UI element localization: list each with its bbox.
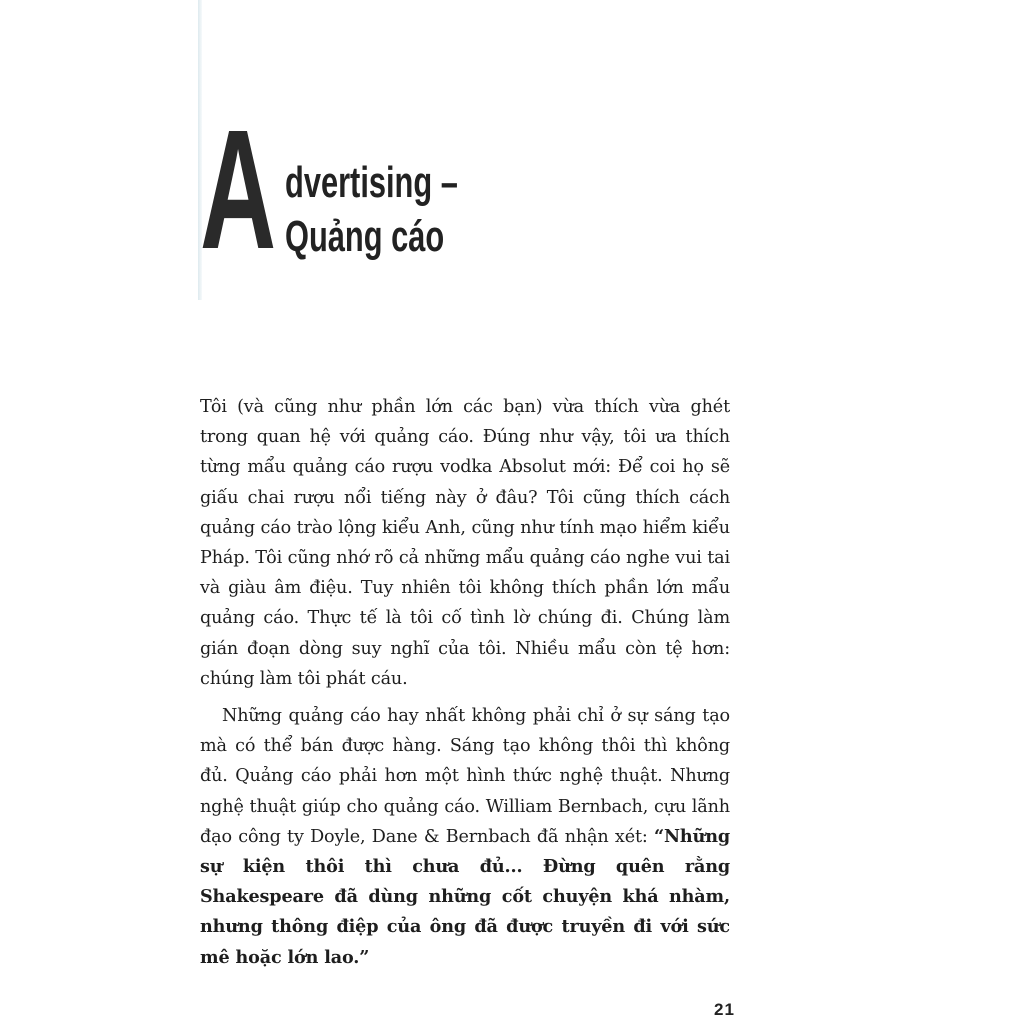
drop-cap: A <box>200 95 275 285</box>
chapter-title-line-1: dvertising – <box>285 158 458 207</box>
paragraph-2 <box>200 701 730 973</box>
paragraph-1: Tôi (và cũng như phần lớn các bạn) vừa thích vừa ghét trong quan hệ với quảng cáo. Đúng như vậy, tôi ưa thích từng mẩu quảng cáo rượu vodka Absolut mới: Để coi họ sẽ giấu chai rượu nổi tiếng này ở đâu? Tôi cũng thích cách quảng cáo trào lộng kiểu Anh, cũng như tính mạo hiểm kiểu Pháp. Tôi cũng nhớ rõ cả những mẩu quảng cáo nghe vui tai và giàu âm điệu. Tuy nhiên tôi không thích phần lớn mẩu quảng cáo. Thực tế là tôi cố tình lờ chúng đi. Chúng làm gián đoạn dòng suy nghĩ của tôi. Nhiều mẩu còn tệ hơn: chúng làm tôi phát cáu. <box>200 397 730 689</box>
body-text <box>200 392 730 973</box>
page-number: 21 <box>714 1000 735 1019</box>
bernbach-quote: “Những sự kiện thôi thì chưa đủ... Đừng quên rằng Shakespeare đã dùng những cốt chuyện khá nhàm, nhưng thông điệp của ông đã được truyền đi với sức mê hoặc lớn lao.” <box>200 825 730 968</box>
paragraph-2-text: Những quảng cáo hay nhất không phải chỉ ở sự sáng tạo mà có thể bán được hàng. Sáng tạo không thôi thì không đủ. Quảng cáo phải hơn một hình thức nghệ thuật. Nhưng nghệ thuật giúp cho quảng cáo. William Bernbach, cựu lãnh đạo công ty Doyle, Dane & Bernbach đã nhận xét: <box>200 706 730 847</box>
chapter-title-line-2: Quảng cáo <box>285 212 445 261</box>
